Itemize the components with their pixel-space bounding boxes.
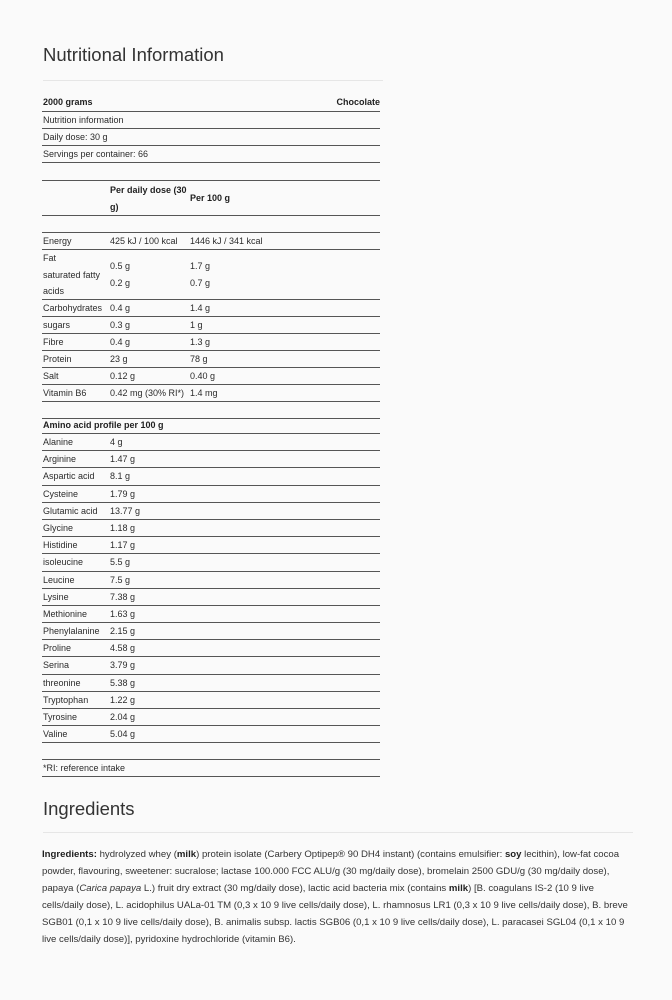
amino-name: Serina (43, 660, 70, 671)
table-row (42, 606, 380, 623)
amino-value: 1.47 g (110, 454, 136, 465)
nutrient-label: Vitamin B6 (43, 388, 87, 398)
ingredients-text (42, 846, 632, 948)
amino-name: Alanine (43, 437, 74, 447)
nutrient-label: acids (43, 286, 65, 296)
allergen-milk: milk (448, 883, 469, 894)
per-100g-value: 1 g (190, 320, 203, 330)
table-row (42, 129, 380, 146)
table-row (42, 351, 380, 368)
amino-value: 7.38 g (110, 591, 136, 602)
nutrient-label: Fibre (43, 337, 64, 347)
per-100g-value: 1.7 g (190, 261, 211, 271)
nutrient-label: sugars (43, 320, 71, 330)
amino-name: Valine (43, 729, 68, 740)
nutrient-label: Salt (43, 371, 59, 381)
amino-name: Leucine (43, 574, 75, 585)
heading-divider (43, 832, 633, 833)
table-cell: Nutrition information (43, 115, 124, 125)
amino-value: 5.38 g (110, 677, 136, 688)
ingredients-text-part: ) [B. coagulans IS-2 (10 9 live cells/daily dose), L. acidophilus UALa-01 TM (0,3 x 10 9 live cells/daily dose), L. rhamnosus LR1 (0,3 x 10 9 live cells/daily dose), B. breve SGB01 (0,1 x 10 9 live cells/daily dose), B. animalis subsp. lactis SGB06 (0,1 x 10 9 live cells/daily dose), L. paracasei SGL04 (0,1 x 10 9 live cells/daily dose)], pyridoxine hydrochloride (vitamin B6). (42, 883, 628, 945)
amino-value: 1.17 g (110, 540, 136, 551)
per-dose-value: 0.4 g (110, 337, 131, 347)
amino-value: 1.22 g (110, 694, 136, 705)
per-100g-value: 1.4 mg (190, 388, 218, 398)
per-dose-value: 0.3 g (110, 320, 131, 330)
amino-name: Proline (43, 643, 72, 654)
flavour-label: Chocolate (336, 97, 380, 107)
per-dose-value: 425 kJ / 100 kcal (110, 236, 178, 246)
table-cell: Daily dose: 30 g (43, 132, 108, 142)
amino-value: 1.79 g (110, 488, 136, 499)
table-row (42, 434, 380, 451)
amino-value: 4 g (110, 437, 123, 447)
table-row (42, 163, 380, 181)
table-row (42, 572, 380, 589)
amino-value: 5.5 g (110, 557, 131, 568)
table-row (42, 692, 380, 709)
amino-name: threonine (43, 677, 81, 688)
ingredients-text-part: lecithin), low-fat cocoa powder, flavouring, sweetener: sucralose; lactase 100.000 FCC ALU/g (30 mg/daily dose), bromelain 2500 GDU/g (30 mg/daily dose), papaya ( (42, 849, 620, 894)
amino-name: Phenylalanine (43, 626, 100, 637)
amino-value: 13.77 g (110, 505, 141, 516)
table-row (42, 726, 380, 743)
per-dose-value: 0.42 mg (30% RI*) (110, 388, 185, 398)
nutrient-label: Fat (43, 253, 57, 263)
ingredients-text-part: ) protein isolate (Carbery Optipep® 90 DH4 instant) (contains emulsifier: (196, 849, 505, 860)
amino-name: Glutamic acid (43, 505, 98, 516)
table-header-row (42, 417, 380, 434)
table-row (42, 468, 380, 485)
table-row (42, 146, 380, 163)
amino-name: Glycine (43, 522, 74, 533)
table-row (42, 94, 380, 112)
per-100g-value: 0.40 g (190, 371, 216, 381)
table-row (42, 657, 380, 674)
amino-value: 8.1 g (110, 471, 131, 482)
amino-value: 2.15 g (110, 626, 136, 637)
amino-name: Tryptophan (43, 694, 89, 705)
table-row (42, 385, 380, 402)
amino-name: Aspartic acid (43, 471, 95, 482)
product-info-table (42, 94, 380, 181)
table-row (42, 451, 380, 468)
amino-value: 7.5 g (110, 574, 131, 585)
table-row (42, 640, 380, 657)
table-row (42, 368, 380, 385)
heading-divider (43, 80, 383, 81)
table-row (42, 250, 380, 300)
table-row (42, 589, 380, 606)
table-row (42, 709, 380, 726)
table-row (42, 334, 380, 351)
per-dose-value: 0.2 g (110, 277, 131, 288)
table-row (42, 233, 380, 250)
table-row (42, 300, 380, 317)
table-row (42, 554, 380, 571)
nutrition-values-table (42, 182, 380, 419)
amino-value: 5.04 g (110, 729, 136, 740)
per-100g-value: 1446 kJ / 341 kcal (190, 236, 263, 246)
amino-value: 4.58 g (110, 643, 136, 654)
table-row (42, 623, 380, 640)
per-100g-value: 1.3 g (190, 337, 211, 347)
per-dose-value: 0.4 g (110, 303, 131, 313)
per-dose-value: 0.5 g (110, 261, 131, 271)
amino-name: isoleucine (43, 557, 84, 568)
amino-table-title: Amino acid profile per 100 g (43, 420, 164, 430)
amino-value: 1.18 g (110, 522, 136, 533)
allergen-milk: milk (176, 849, 197, 860)
amino-acid-table (42, 417, 380, 777)
col-header-per-100g: Per 100 g (190, 193, 231, 203)
table-row (42, 520, 380, 537)
table-row (42, 537, 380, 554)
table-row (42, 317, 380, 334)
table-cell: Servings per container: 66 (43, 149, 149, 159)
per-dose-value: 23 g (110, 354, 128, 364)
nutrition-heading: Nutritional Information (43, 44, 224, 65)
table-row (42, 760, 380, 777)
table-row (42, 675, 380, 692)
size-label: 2000 grams (43, 97, 93, 107)
amino-name: Lysine (43, 591, 69, 602)
table-row (42, 216, 380, 233)
ingredients-text-part: L.) fruit dry extract (30 mg/daily dose), lactic acid bacteria mix (contains (141, 883, 449, 894)
amino-name: Histidine (43, 540, 78, 551)
table-row (42, 486, 380, 503)
ingredients-text-part: hydrolyzed whey ( (96, 849, 177, 860)
ingredients-heading: Ingredients (43, 798, 135, 819)
amino-name: Arginine (43, 454, 77, 465)
amino-name: Methionine (43, 608, 88, 619)
amino-value: 2.04 g (110, 712, 136, 722)
ingredients-label: Ingredients: (42, 849, 97, 860)
amino-value: 3.79 g (110, 660, 136, 671)
per-100g-value: 0.7 g (190, 277, 211, 288)
table-row (42, 743, 380, 760)
nutrient-label: saturated fatty (43, 269, 101, 280)
per-dose-value: 0.12 g (110, 371, 136, 381)
amino-name: Tyrosine (43, 712, 78, 722)
per-100g-value: 78 g (190, 354, 208, 364)
col-header-per-dose: Per daily dose (30 g) (110, 185, 187, 212)
table-row (42, 503, 380, 520)
amino-value: 1.63 g (110, 608, 136, 619)
nutrient-label: Carbohydrates (43, 303, 103, 313)
per-100g-value: 1.4 g (190, 303, 211, 313)
amino-name: Cysteine (43, 488, 79, 499)
footnote: *RI: reference intake (43, 763, 126, 774)
table-header-row (42, 182, 380, 216)
allergen-soy: soy (504, 849, 522, 860)
nutrient-label: Protein (43, 354, 72, 364)
botanical-name: Carica papaya (79, 883, 142, 894)
nutrient-label: Energy (43, 236, 72, 246)
table-row (42, 112, 380, 129)
